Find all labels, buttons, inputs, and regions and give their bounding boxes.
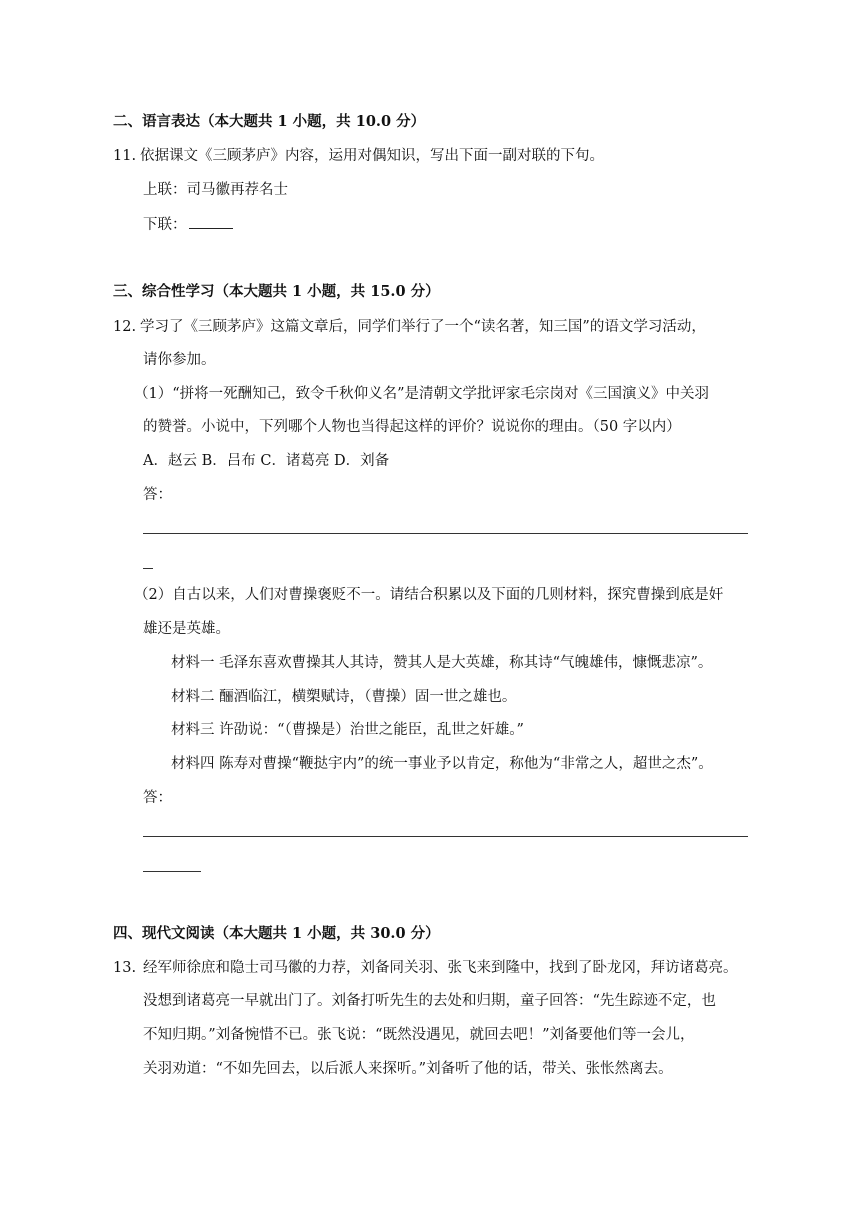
sub-question-1-line1: （1）“拼将一死酬知己，致令千秋仰义名”是清朝文学批评家毛宗岗对《三国演义》中关羽 — [134, 386, 710, 402]
couplet-upper-line: 上联：司马徽再荐名士 — [143, 182, 288, 198]
material-3: 材料三 许劭说：“（曹操是）治世之能臣，乱世之奸雄。” — [171, 722, 524, 738]
couplet-lower-label: 下联： — [143, 217, 187, 233]
sub-question-2-line1: （2）自古以来，人们对曹操褒贬不一。请结合积累以及下面的几则材料，探究曹操到底是奸 — [134, 587, 724, 603]
question-number-13: 13. — [113, 960, 137, 976]
question-12-stem-line1: 学习了《三顾茅庐》这篇文章后，同学们举行了一个“读名著，知三国”的语文学习活动， — [140, 319, 706, 335]
answer-label-1: 答： — [143, 487, 172, 503]
passage-line-2: 没想到诸葛亮一早就出门了。刘备打听先生的去处和归期，童子回答：“先生踪迹不定，也 — [143, 993, 716, 1009]
section-title-language-expression: 二、语言表达（本大题共 1 小题，共 10.0 分） — [113, 113, 426, 130]
answer-line-2a[interactable] — [143, 836, 748, 837]
question-12-stem-line2: 请你参加。 — [143, 352, 216, 368]
section-title-comprehensive-study: 三、综合性学习（本大题共 1 小题，共 15.0 分） — [113, 283, 440, 300]
sub-question-1-line2: 的赞誉。小说中，下列哪个人物也当得起这样的评价？说说你的理由。（50 字以内） — [143, 419, 681, 435]
answer-line-1b[interactable] — [143, 568, 153, 569]
question-number-11: 11. — [113, 148, 137, 164]
sub-question-2-line2: 雄还是英雄。 — [143, 621, 230, 637]
passage-line-4: 关羽劝道：“不如先回去，以后派人来探听。”刘备听了他的话，带关、张怅然离去。 — [143, 1061, 673, 1077]
answer-blank[interactable] — [189, 214, 233, 229]
passage-line-1: 经军师徐庶和隐士司马徽的力荐，刘备同关羽、张飞来到隆中，找到了卧龙冈，拜访诸葛亮。 — [143, 960, 738, 976]
passage-line-3: 不知归期。”刘备惋惜不已。张飞说：“既然没遇见，就回去吧！”刘备要他们等一会儿， — [143, 1027, 695, 1043]
couplet-lower-line — [143, 214, 233, 235]
answer-line-2b[interactable] — [143, 871, 201, 872]
material-1: 材料一 毛泽东喜欢曹操其人其诗，赞其人是大英雄，称其诗“气魄雄伟，慷慨悲凉”。 — [171, 655, 713, 671]
question-number-12: 12. — [113, 319, 137, 335]
answer-label-2: 答： — [143, 790, 172, 806]
section-title-modern-reading: 四、现代文阅读（本大题共 1 小题，共 30.0 分） — [113, 925, 440, 942]
material-4: 材料四 陈寿对曹操“鞭挞宇内”的统一事业予以肯定，称他为“非常之人，超世之杰”。 — [171, 756, 713, 772]
question-11-stem: 依据课文《三顾茅庐》内容，运用对偶知识，写出下面一副对联的下句。 — [140, 148, 604, 164]
answer-line-1a[interactable] — [143, 533, 748, 534]
answer-options: A．赵云 B．吕布 C．诸葛亮 D．刘备 — [143, 453, 390, 469]
material-2: 材料二 酾酒临江，横槊赋诗，（曹操）固一世之雄也。 — [171, 689, 517, 705]
